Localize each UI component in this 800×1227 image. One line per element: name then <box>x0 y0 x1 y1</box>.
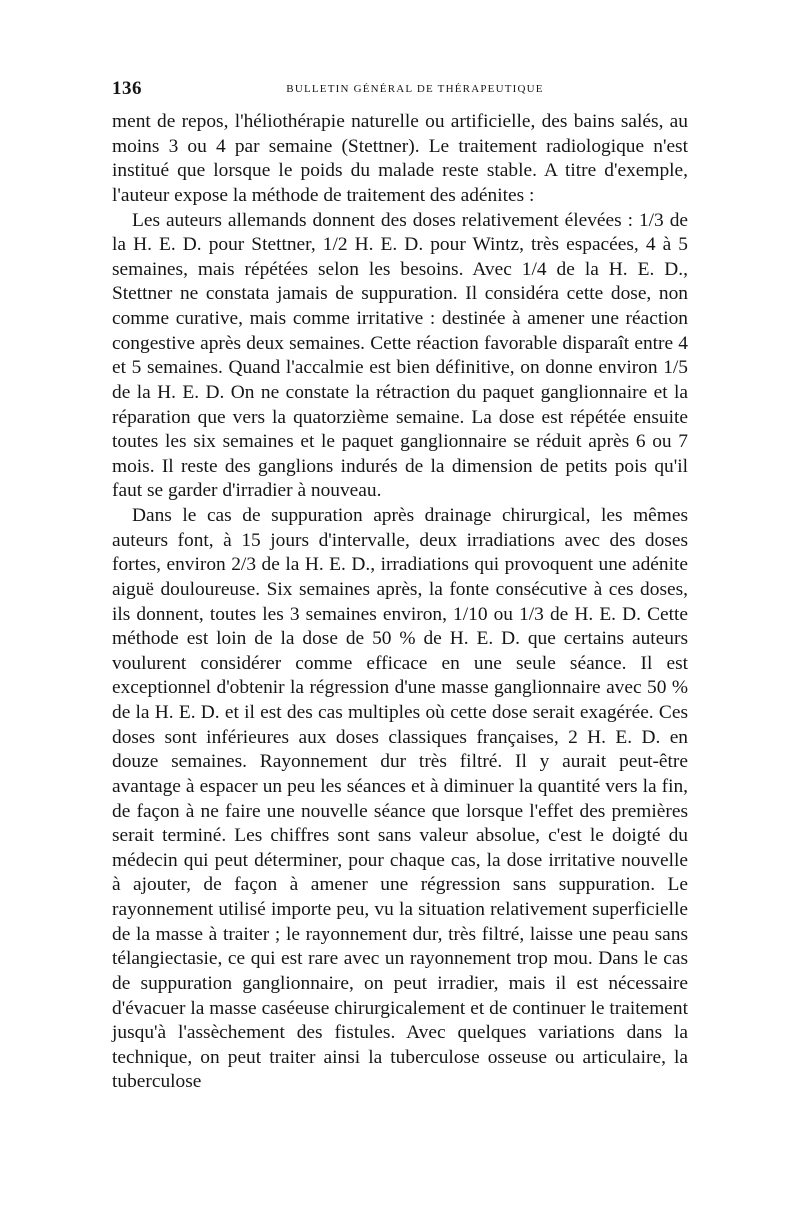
body-text <box>112 110 688 1095</box>
running-head <box>112 78 688 100</box>
paragraph-2: Les auteurs allemands donnent des doses relativement élevées : 1/3 de la H. E. D. pour Stettner, 1/2 H. E. D. pour Wintz, très espacées, 4 à 5 semaines, mais répétées selon les besoins. Avec 1/4 de la H. E. D., Stettner ne constata jamais de suppuration. Il considéra cette dose, non comme curative, mais comme irritative : destinée à amener une réaction congestive après deux semaines. Cette réaction favorable disparaît entre 4 et 5 semaines. Quand l'accalmie est bien définitive, on donne environ 1/5 de la H. E. D. On ne constate la rétraction du paquet ganglionnaire et la réparation que vers la quatorzième semaine. La dose est répétée ensuite toutes les six semaines et le paquet ganglionnaire se réduit après 6 ou 7 mois. Il reste des ganglions indurés de la dimension de petits pois qu'il faut se garder d'irradier à nouveau. <box>112 209 688 502</box>
journal-title: BULLETIN GÉNÉRAL DE THÉRAPEUTIQUE <box>286 83 544 95</box>
paragraph-3: Dans le cas de suppuration après drainage chirurgical, les mêmes auteurs font, à 15 jours d'intervalle, deux irradiations avec des doses fortes, environ 2/3 de la H. E. D., irradiations qui provoquent une adénite aiguë douloureuse. Six semaines après, la fonte consécutive à ces doses, ils donnent, toutes les 3 semaines environ, 1/10 ou 1/3 de H. E. D. Cette méthode est loin de la dose de 50 % de H. E. D. que certains auteurs voulurent considérer comme efficace en une seule séance. Il est exceptionnel d'obtenir la régression d'une masse ganglionnaire avec 50 % de la H. E. D. et il est des cas multiples où cette dose serait exagérée. Ces doses sont inférieures aux doses classiques françaises, 2 H. E. D. en douze semaines. Rayonnement dur très filtré. Il y aurait peut-être avantage à espacer un peu les séances et à diminuer la quantité vers la fin, de façon à ne faire une nouvelle séance que lorsque l'effet des premières serait terminé. Les chiffres sont sans valeur absolue, c'est le doigté du médecin qui peut déterminer, pour chaque cas, la dose irritative nouvelle à ajouter, de façon à amener une régression sans suppuration. Le rayonnement utilisé importe peu, vu la situation relativement superficielle de la masse à traiter ; le rayonnement dur, très filtré, laisse une peau sans télangiectasie, ce qui est rare avec un rayonnement trop mou. Dans le cas de suppuration ganglionnaire, on peut irradier, mais il est nécessaire d'évacuer la masse caséeuse chirurgicalement et de continuer le traitement jusqu'à l'assèchement des fistules. Avec quelques variations dans la technique, on peut traiter ainsi la tuberculose osseuse ou articulaire, la tuberculose <box>112 505 688 1093</box>
paragraph-1: ment de repos, l'héliothérapie naturelle ou artificielle, des bains salés, au moins 3 ou 4 par semaine (Stettner). Le traitement radiologique n'est institué que lorsque le poids du malade reste stable. A titre d'exemple, l'auteur expose la méthode de traitement des adénites : <box>112 111 688 206</box>
page-number: 136 <box>112 78 142 99</box>
page <box>112 78 688 1095</box>
